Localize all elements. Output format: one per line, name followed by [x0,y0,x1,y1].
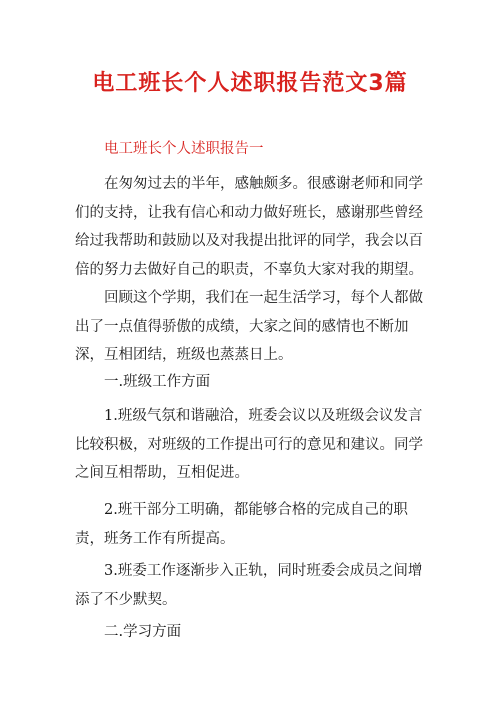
paragraph: 回顾这个学期，我们在一起生活学习，每个人都做出了一点值得骄傲的成绩，大家之间的感情也不断加深，互相团结，班级也蒸蒸日上。 [75,290,423,363]
list-item: 1.班级气氛和谐融洽，班委会议以及班级会议发言比较积极，对班级的工作提出可行的意见和建议。同学之间互相帮助，互相促进。 [75,408,423,481]
list-item: 3.班委工作逐渐步入正轨，同时班委会成员之间增添了不少默契。 [75,563,423,608]
section-heading: 一.班级工作方面 [104,374,211,390]
list-item: 2.班干部分工明确，都能够合格的完成自己的职责，班务工作有所提高。 [75,502,408,547]
document-title: 电工班长个人述职报告范文3篇 [92,71,408,96]
paragraph: 在匆匆过去的半年，感触颇多。很感谢老师和同学们的支持，让我有信心和动力做好班长，感谢那些曾经给过我帮助和鼓励以及对我提出批评的同学，我会以百倍的努力去做好自己的职责，不辜负大家对我的期望。 [75,176,423,278]
document-subtitle: 电工班长个人述职报告一 [104,141,264,157]
section-heading: 二.学习方面 [104,624,182,640]
